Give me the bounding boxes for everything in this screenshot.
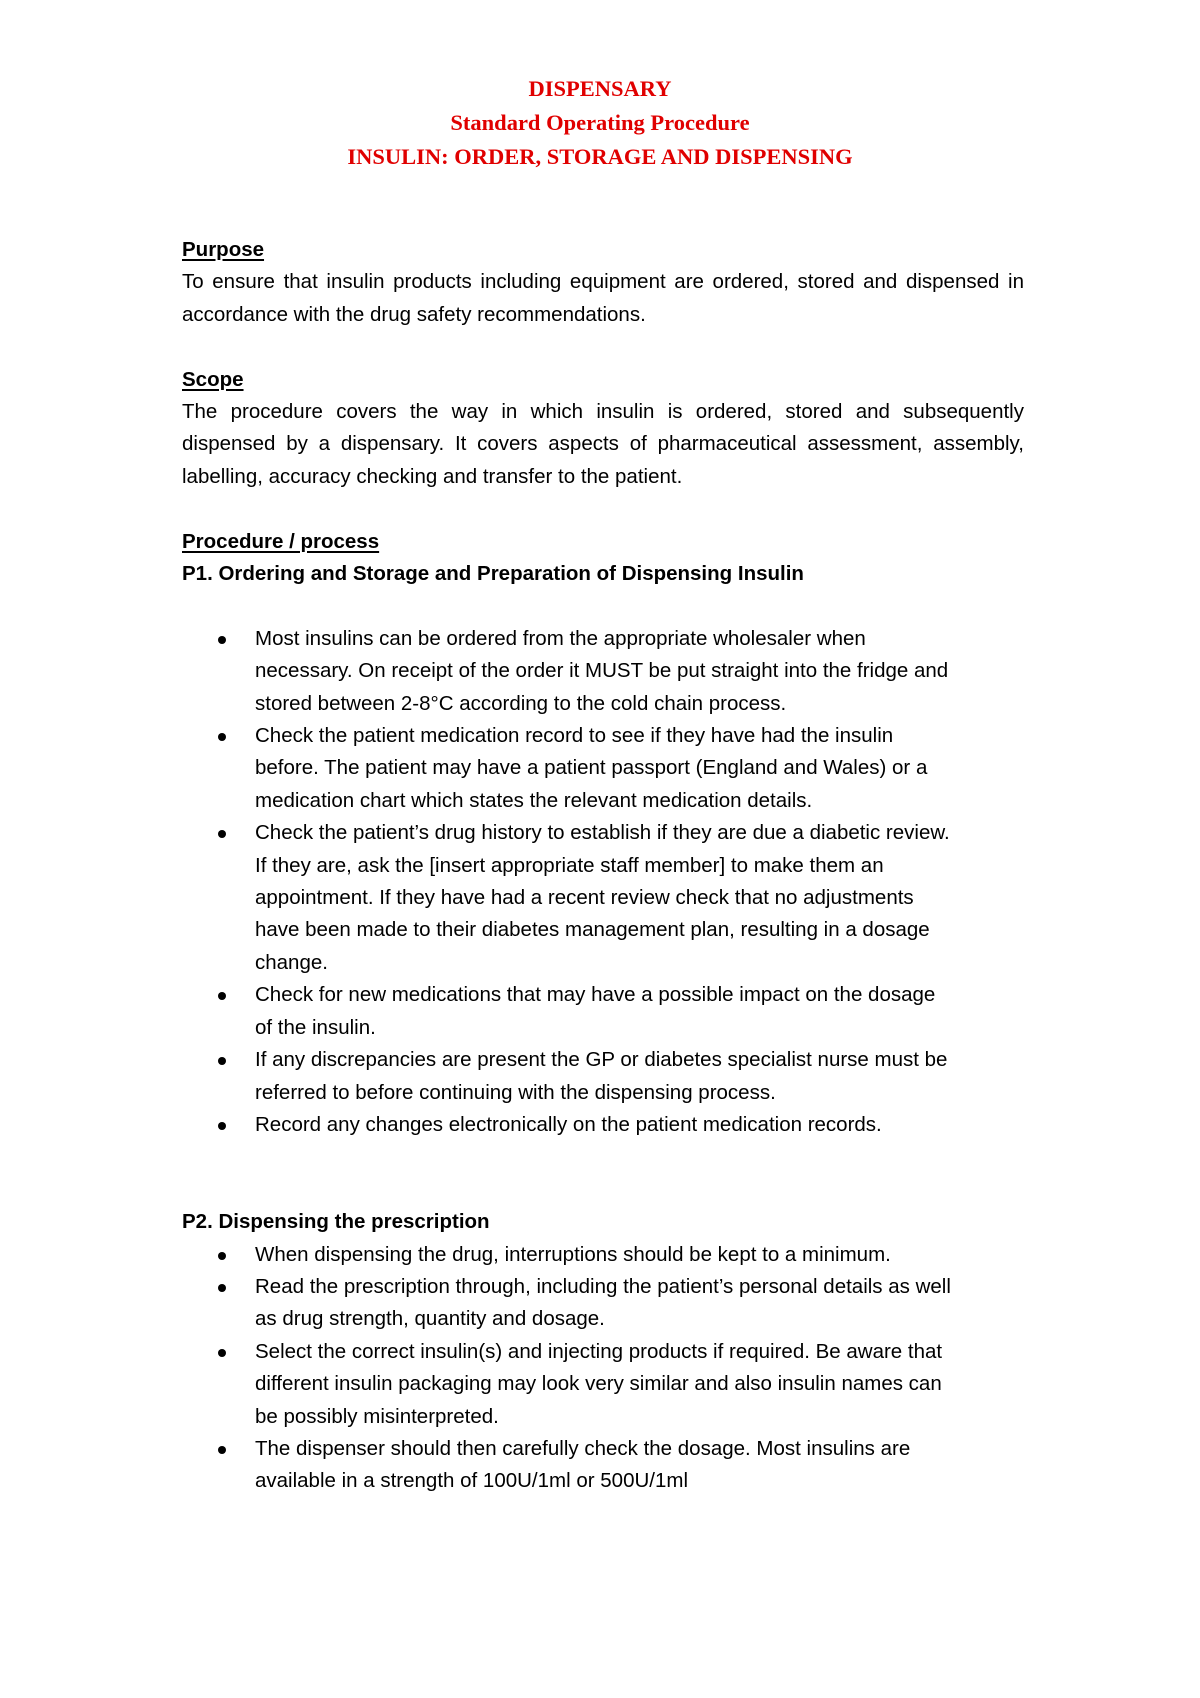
p2-bullet-list xyxy=(182,1239,1024,1498)
purpose-text: To ensure that insulin products including equipment are ordered, stored and dispensed in accordance with the drug safety recommendations. xyxy=(182,270,1024,326)
list-item-text: If any discrepancies are present the GP or diabetes specialist nurse must be referred to before continuing with the dispensing process. xyxy=(255,1048,948,1104)
list-item xyxy=(182,1433,955,1498)
spacer xyxy=(182,590,1024,622)
list-item xyxy=(182,1336,955,1433)
bullet-icon xyxy=(218,1349,226,1357)
list-item xyxy=(182,1044,955,1109)
list-item-text: The dispenser should then carefully check the dosage. Most insulins are available in a strength of 100U/1ml or 500U/1ml xyxy=(255,1436,911,1493)
title-insulin: INSULIN: ORDER, STORAGE AND DISPENSING xyxy=(347,144,853,169)
list-item xyxy=(182,1239,955,1271)
list-item-text: Check the patient’s drug history to establish if they are due a diabetic review. If they are, ask the [insert appropriate staff member] to make them an appointment. If they have had a recent review check that no adjustments have been made to their diabetes management plan, resulting in a dosage change. xyxy=(255,821,950,974)
list-item-text: Check for new medications that may have a possible impact on the dosage of the insulin. xyxy=(255,983,936,1039)
list-item-text: Record any changes electronically on the patient medication records. xyxy=(255,1112,882,1136)
bullet-icon xyxy=(218,830,226,838)
list-item-text: Select the correct insulin(s) and injecting products if required. Be aware that different insulin packaging may look very similar and also insulin names can be possibly misinterpreted. xyxy=(255,1339,943,1428)
list-item-text: Check the patient medication record to see if they have had the insulin before. The patient may have a patient passport (England and Wales) or a medication chart which states the relevant medication details. xyxy=(255,724,928,812)
scope-text: The procedure covers the way in which insulin is ordered, stored and subsequently dispensed by a dispensary. It covers aspects of pharmaceutical assessment, assembly, labelling, accuracy checking and transfer to the patient. xyxy=(182,400,1024,488)
list-item xyxy=(182,1271,955,1336)
bullet-icon xyxy=(218,1446,226,1454)
bullet-icon xyxy=(218,733,226,741)
p2-heading: P2. Dispensing the prescription xyxy=(182,1210,490,1234)
bullet-icon xyxy=(218,1057,226,1065)
list-item xyxy=(182,979,955,1044)
scope-heading: Scope xyxy=(182,367,244,391)
procedure-heading: Procedure / process xyxy=(182,529,380,553)
spacer xyxy=(182,331,1024,363)
p1-bullet-list xyxy=(182,623,1024,1142)
list-item-text: Read the prescription through, including the patient’s personal details as well as drug strength, quantity and dosage. xyxy=(255,1274,951,1331)
bullet-icon xyxy=(218,992,226,1000)
bullet-icon xyxy=(218,1252,226,1260)
document-title-block xyxy=(0,72,1200,174)
title-sop: Standard Operating Procedure xyxy=(450,110,750,135)
purpose-heading: Purpose xyxy=(182,238,265,261)
title-dispensary: DISPENSARY xyxy=(528,76,672,101)
spacer xyxy=(182,1141,1024,1206)
list-item xyxy=(182,720,955,817)
list-item xyxy=(182,817,955,979)
list-item-text: Most insulins can be ordered from the appropriate wholesaler when necessary. On receipt of the order it MUST be put straight into the fridge and stored between 2-8°C according to the cold chain process. xyxy=(255,626,949,715)
spacer xyxy=(182,493,1024,525)
p1-heading: P1. Ordering and Storage and Preparation of Dispensing Insulin xyxy=(182,562,804,586)
list-item xyxy=(182,623,955,720)
document-body xyxy=(182,234,1024,1498)
bullet-icon xyxy=(218,1122,226,1130)
list-item xyxy=(182,1109,955,1141)
list-item-text: When dispensing the drug, interruptions should be kept to a minimum. xyxy=(255,1242,891,1266)
bullet-icon xyxy=(218,636,226,644)
bullet-icon xyxy=(218,1284,226,1292)
